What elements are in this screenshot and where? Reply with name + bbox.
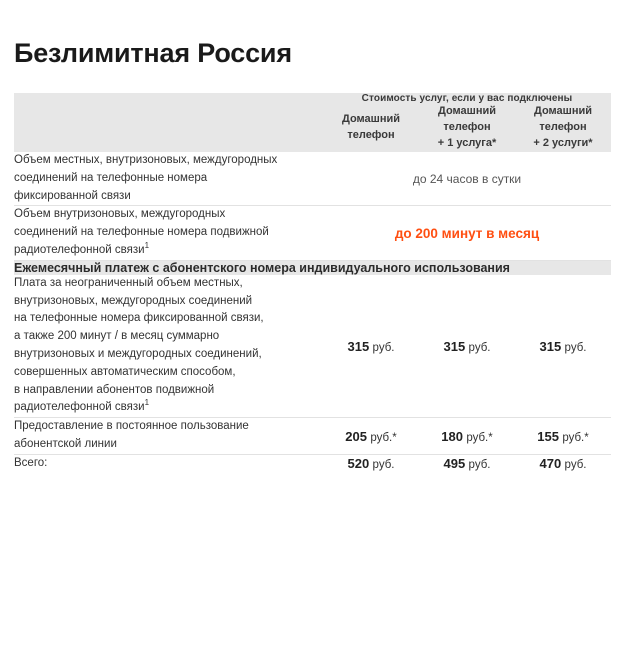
row-desc-unlimited-fee-line-2: внутризоновых, междугородных соединений — [14, 294, 253, 307]
header-col-phone-plus-1 — [419, 104, 515, 152]
units: руб. — [372, 459, 395, 472]
amount: 495 — [443, 456, 466, 472]
row-desc-unlimited-fee-line-1: Плата за неограниченный объем местных, — [14, 276, 243, 289]
units: руб. — [468, 459, 491, 472]
header-col-phone-plus-2-line-2: телефон — [539, 121, 587, 134]
row-value-total-col-3 — [515, 454, 611, 472]
units: руб.* — [370, 431, 397, 444]
row-desc-unlimited-fee-line-8: радиотелефонной связи — [14, 401, 145, 414]
row-value-mobile-volume — [323, 206, 611, 260]
tariff-table — [14, 93, 611, 473]
table-header-span-row — [14, 93, 611, 104]
row-desc-mobile-volume-line-1: Объем внутризоновых, междугородных — [14, 208, 226, 221]
table-row-total — [14, 454, 611, 472]
units: руб. — [564, 341, 587, 354]
row-desc-unlimited-fee-line-3: на телефонные номера фиксированной связи, — [14, 312, 264, 325]
table-row — [14, 152, 611, 206]
footnote-marker: 1 — [144, 398, 150, 408]
header-empty-cell — [14, 93, 323, 152]
row-desc-line-rent-line-2: абонентской линии — [14, 438, 117, 451]
amount: 180 — [441, 428, 463, 444]
row-desc-line-rent — [14, 418, 323, 455]
header-col-phone-plus-1-line-1: Домашний — [438, 105, 496, 118]
amount: 155 — [537, 428, 559, 444]
row-value-fixed-volume: до 24 часов в сутки — [323, 152, 611, 206]
header-col-phone — [323, 104, 419, 152]
row-desc-mobile-volume-line-3: радиотелефонной связи — [14, 243, 145, 256]
units: руб. — [468, 341, 491, 354]
row-desc-fixed-volume — [14, 152, 323, 206]
header-col-phone-plus-1-line-2: телефон — [443, 121, 491, 134]
header-col-phone-plus-2-line-3: + 2 услуги* — [533, 136, 593, 149]
row-value-line-rent-col-1 — [323, 418, 419, 455]
row-desc-line-rent-line-1: Предоставление в постоянное пользование — [14, 420, 249, 433]
amount: 520 — [347, 456, 370, 472]
row-value-total-col-2 — [419, 454, 515, 472]
header-col-phone-plus-2 — [515, 104, 611, 152]
row-desc-total: Всего: — [14, 456, 48, 469]
header-col-phone-plus-2-line-1: Домашний — [534, 105, 592, 118]
units: руб. — [372, 341, 395, 354]
row-desc-fixed-volume-line-1: Объем местных, внутризоновых, междугородных — [14, 153, 278, 166]
table-row — [14, 418, 611, 455]
amount: 205 — [345, 428, 367, 444]
tariff-page — [0, 18, 625, 645]
units: руб.* — [562, 431, 589, 444]
header-col-phone-plus-1-line-3: + 1 услуга* — [437, 136, 497, 149]
units: руб. — [564, 459, 587, 472]
row-value-unlimited-fee-col-1 — [323, 275, 419, 418]
row-desc-unlimited-fee-line-5: внутризоновых и междугородных соединений, — [14, 348, 262, 361]
section-header-row — [14, 260, 611, 275]
row-desc-mobile-volume — [14, 206, 323, 260]
row-value-unlimited-fee-col-2 — [419, 275, 515, 418]
amount: 315 — [443, 338, 466, 354]
row-desc-unlimited-fee-line-6: совершенных автоматическим способом, — [14, 365, 236, 378]
header-col-phone-line-1: Домашний — [342, 113, 400, 126]
row-desc-fixed-volume-line-2: соединений на телефонные номера — [14, 171, 208, 184]
row-value-line-rent-col-3 — [515, 418, 611, 455]
row-desc-unlimited-fee-line-7: в направлении абонентов подвижной — [14, 383, 215, 396]
row-desc-unlimited-fee-line-4: а также 200 минут / в месяц суммарно — [14, 330, 220, 343]
page-title: Безлимитная Россия — [14, 38, 292, 69]
footnote-marker: 1 — [144, 241, 150, 251]
row-value-mobile-volume-text: до 200 минут в месяц — [394, 225, 540, 241]
amount: 315 — [539, 338, 562, 354]
row-value-total-col-1 — [323, 454, 419, 472]
section-title: Ежемесячный платеж с абонентского номера индивидуального использования — [14, 260, 611, 275]
row-desc-fixed-volume-line-3: фиксированной связи — [14, 189, 131, 202]
header-col-phone-line-2: телефон — [347, 128, 395, 141]
row-value-line-rent-col-2 — [419, 418, 515, 455]
row-desc-unlimited-fee — [14, 275, 323, 418]
table-row — [14, 275, 611, 418]
amount: 315 — [347, 338, 370, 354]
header-span-label: Стоимость услуг, если у вас подключены — [323, 93, 611, 104]
amount: 470 — [539, 456, 562, 472]
row-desc-mobile-volume-line-2: соединений на телефонные номера подвижной — [14, 226, 269, 239]
table-row — [14, 206, 611, 260]
row-value-unlimited-fee-col-3 — [515, 275, 611, 418]
units: руб.* — [466, 431, 493, 444]
